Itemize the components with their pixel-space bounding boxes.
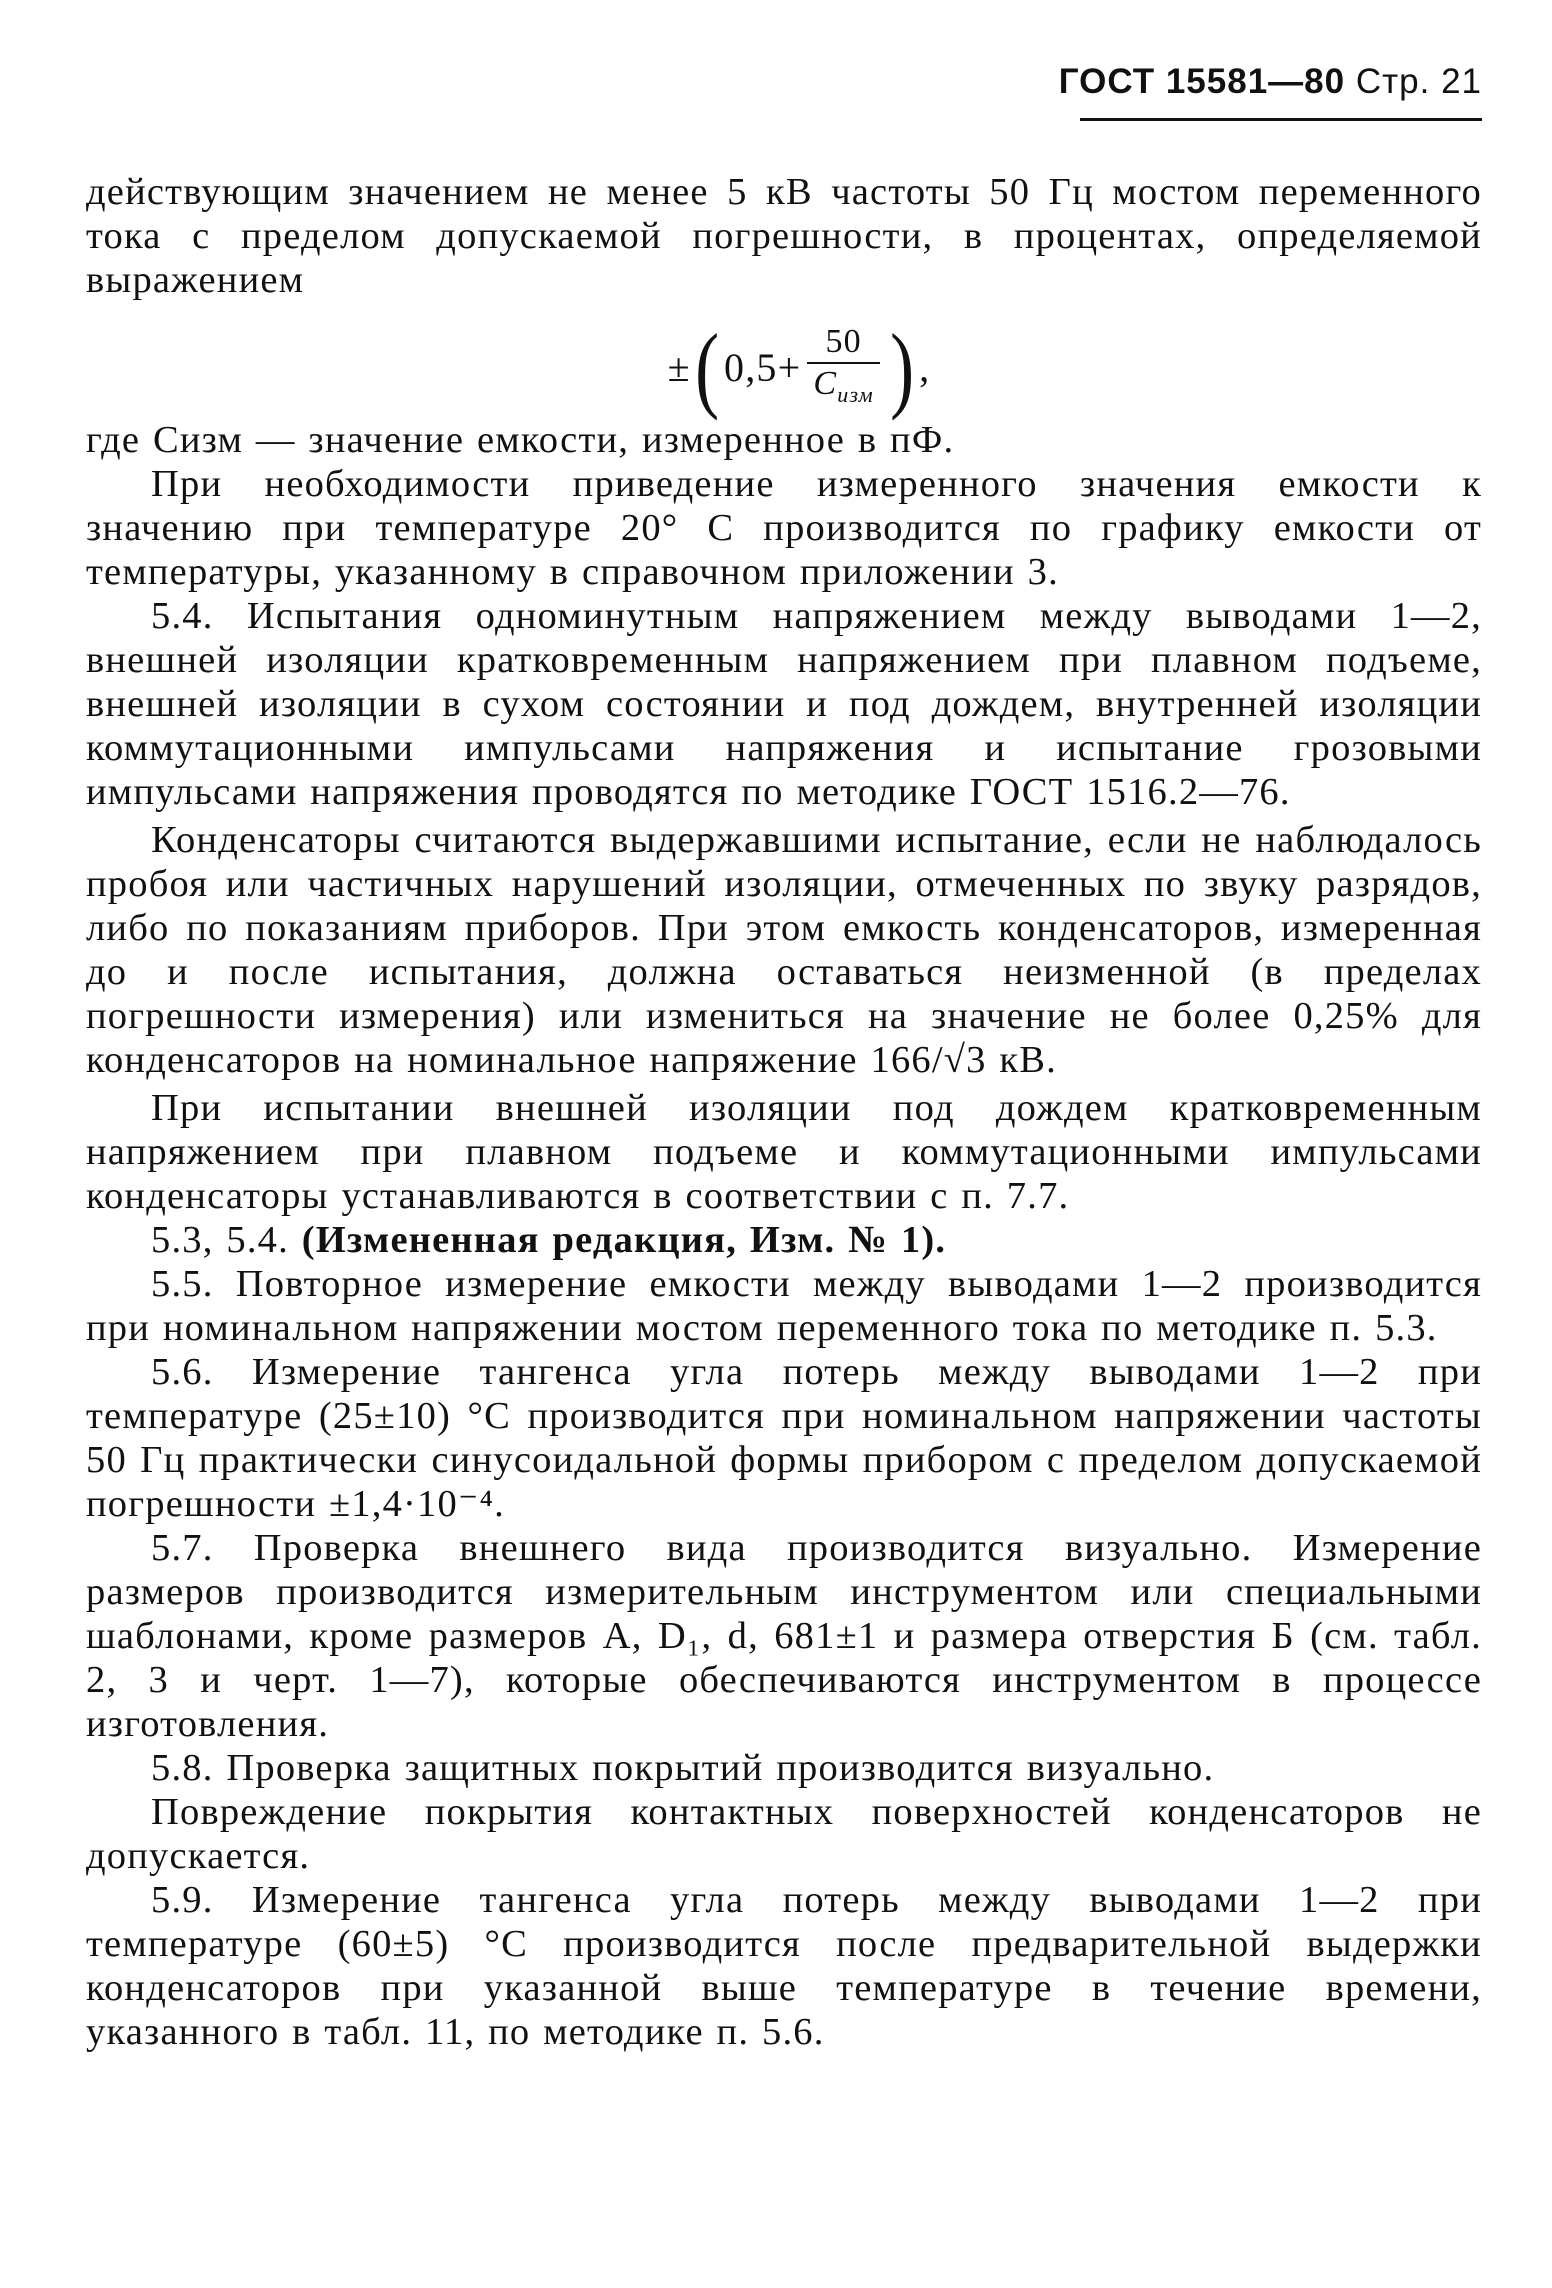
amendment-note: (Измененная редакция, Изм. № 1). — [301, 1219, 947, 1261]
document-body — [86, 170, 1482, 2054]
formula-comma: , — [919, 345, 931, 390]
paragraph-5-5: 5.5. Повторное измерение емкости между выводами 1—2 производится при номинальном напряжении мостом переменного тока по методике п. 5.3. — [86, 1263, 1482, 1349]
error-formula — [86, 306, 1482, 421]
header-rule — [1080, 118, 1482, 121]
paragraph-temperature-note: При необходимости приведение измеренного значения емкости к значению при температуре 20° С производится по графику емкости от температуры, указанному в справочном приложении 3. — [86, 463, 1482, 593]
paragraph-continuation: действующим значением не менее 5 кВ частоты 50 Гц мостом переменного тока с пределом допускаемой погрешности, в процентах, определяемой выражением — [86, 171, 1482, 301]
paragraph-5-9: 5.9. Измерение тангенса угла потерь между выводами 1—2 при температуре (60±5) °С производится после предварительной выдержки конденсаторов при указанной выше температуре в течение времени, указанного в табл. 11, по методике п. 5.6. — [86, 1879, 1482, 2053]
paragraph-5-7: 5.7. Проверка внешнего вида производится визуально. Измерение размеров производится измерительным инструментом или специальными шаблонами, кроме размеров А, D₁, d, 681±1 и размера отверстия Б (см. табл. 2, 3 и черт. 1—7), которые обеспечиваются инструментом в процессе изготовления. — [86, 1527, 1482, 1745]
standard-number: ГОСТ 15581—80 — [1058, 62, 1346, 101]
formula-base: 0,5+ — [724, 345, 802, 390]
formula-fraction — [807, 322, 880, 415]
paragraph-coating-damage: Повреждение покрытия контактных поверхностей конденсаторов не допускается. — [86, 1791, 1482, 1877]
paragraph-5-4: 5.4. Испытания одноминутным напряжением между выводами 1—2, внешней изоляции кратковременным напряжением при плавном подъеме, внешней изоляции в сухом состоянии и под дождем, внутренней изоляции коммутационными импульсами напряжения и испытание грозовыми импульсами напряжения проводятся по методике ГОСТ 1516.2—76. — [86, 595, 1482, 813]
formula-numerator: 50 — [825, 322, 862, 360]
formula-open-paren: ( — [694, 314, 720, 421]
paragraph-definition: где Cизм — значение емкости, измеренное в пФ. — [86, 419, 955, 461]
formula-close-paren: ) — [890, 314, 915, 421]
page-header — [1059, 62, 1482, 102]
paragraph-5-6: 5.6. Измерение тангенса угла потерь между выводами 1—2 при температуре (25±10) °С производится при номинальном напряжении частоты 50 Гц практически синусоидальной формы прибором с пределом допускаемой погрешности ±1,4·10⁻⁴. — [86, 1351, 1482, 1525]
formula-sign: ± — [667, 345, 691, 390]
paragraph-amendment: 5.3, 5.4. (Измененная редакция, Изм. № 1). — [151, 1219, 947, 1261]
formula-denominator: $C_{изм}$ — [807, 362, 880, 415]
paragraph-pass-criteria: Конденсаторы считаются выдержавшими испытание, если не наблюдалось пробоя или частичных нарушений изоляции, отмеченных по звуку разрядов, либо по показаниям приборов. При этом емкость конденсаторов, измеренная до и после испытания, должна оставаться неизменной (в пределах погрешности измерения) или измениться на значение не более 0,25% для конденсаторов на номинальное напряжение 166/√3 кВ. — [86, 819, 1482, 1081]
paragraph-rain-test: При испытании внешней изоляции под дождем кратковременным напряжением при плавном подъеме и коммутационными импульсами конденсаторы устанавливаются в соответствии с п. 7.7. — [86, 1087, 1482, 1217]
paragraph-5-8: 5.8. Проверка защитных покрытий производится визуально. — [151, 1747, 1215, 1789]
page-number: Стр. 21 — [1355, 62, 1482, 101]
